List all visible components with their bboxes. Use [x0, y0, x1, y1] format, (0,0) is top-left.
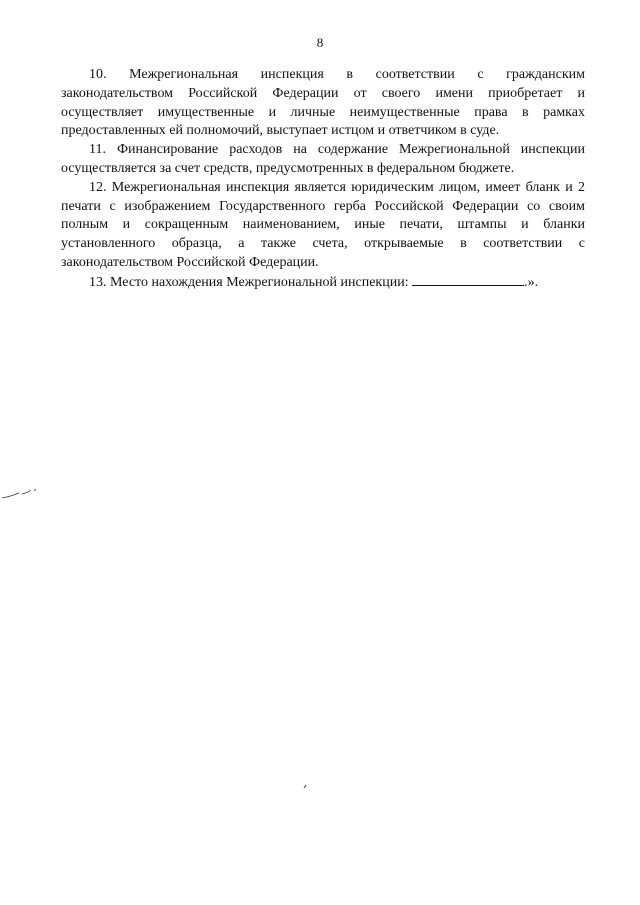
document-body: [61, 66, 585, 293]
page-number: 8: [316, 35, 324, 50]
scan-dot: [302, 784, 308, 790]
paragraph-13-text: 13. Место нахождения Межрегиональной инспекции:: [89, 274, 409, 290]
paragraph-12: 12. Межрегиональная инспекция является юридическим лицом, имеет бланк и 2 печати с изображением Государственного герба Российской Федерации со своим полным и сокращенным наименованием, иные печати, штампы и бланки установленного образца, а также счета, открываемые в соответствии с законодательством Российской Федерации.: [61, 179, 585, 270]
paragraph-10: 10. Межрегиональная инспекция в соответствии с гражданским законодательством Российской Федерации от своего имени приобретает и осуществляет имущественные и личные неимущественные права в рамках предоставленных ей полномочий, выступает истцом и ответчиком в суде.: [61, 67, 585, 139]
paragraph-13-suffix: .».: [524, 274, 539, 290]
paragraph-11: 11. Финансирование расходов на содержание Межрегиональной инспекции осуществляется за счет средств, предусмотренных в федеральном бюджете.: [61, 142, 585, 176]
scan-mark: [0, 484, 40, 504]
paragraph-13: [61, 273, 585, 293]
location-blank-line: [412, 273, 524, 286]
